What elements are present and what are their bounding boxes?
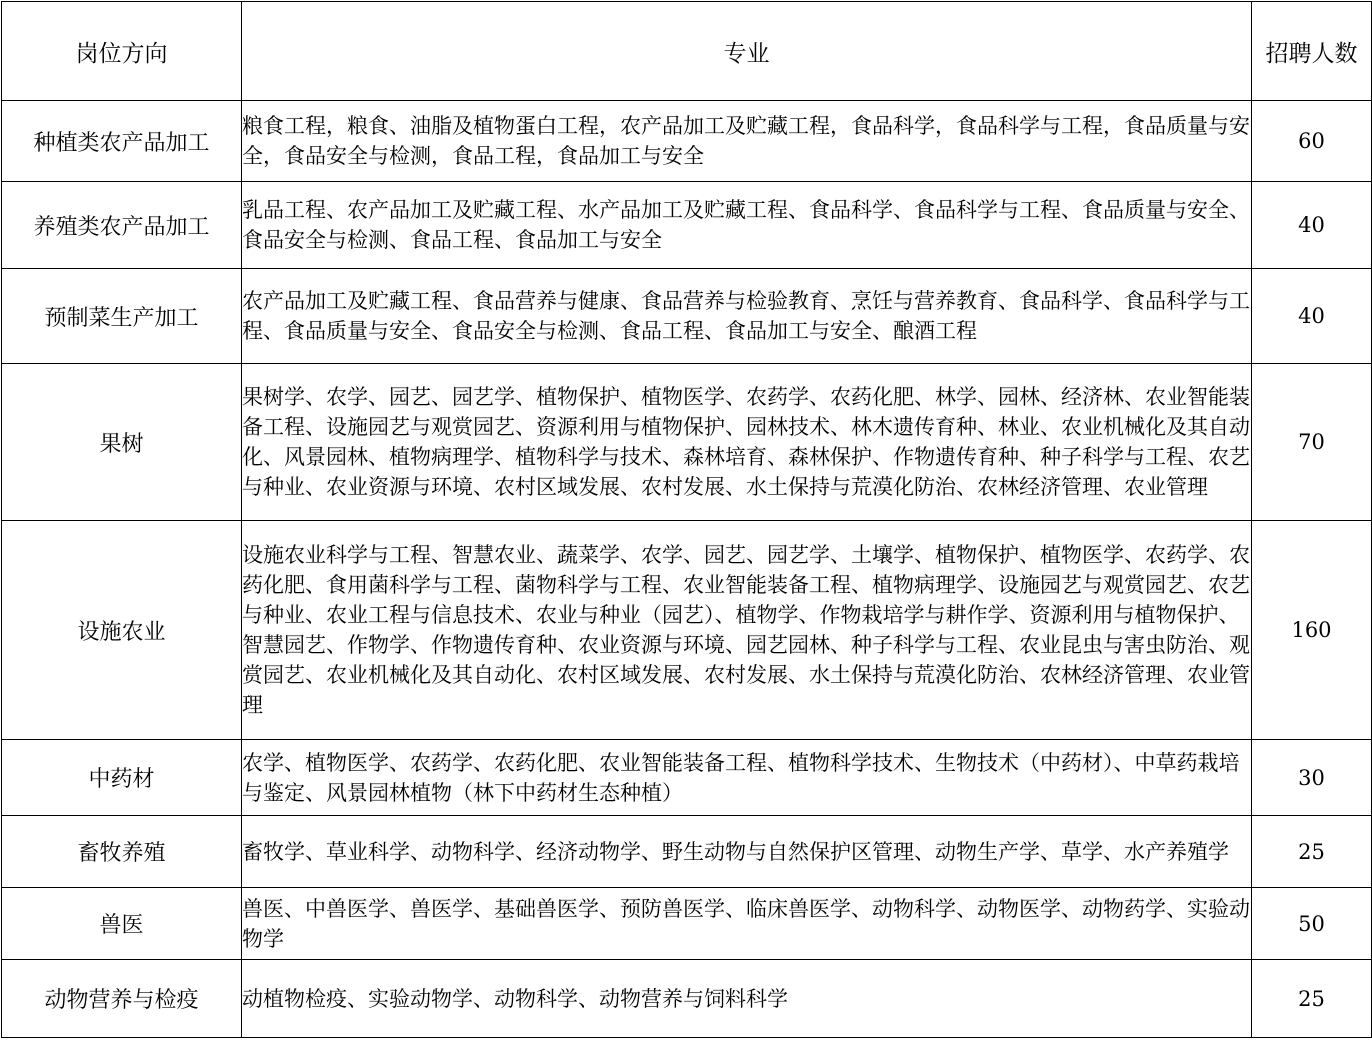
count-cell: 40 bbox=[1252, 182, 1372, 269]
count-cell: 50 bbox=[1252, 888, 1372, 960]
count-cell: 30 bbox=[1252, 740, 1372, 816]
table-row bbox=[2, 364, 1372, 521]
direction-cell: 畜牧养殖 bbox=[2, 816, 242, 888]
major-cell: 畜牧学、草业科学、动物科学、经济动物学、野生动物与自然保护区管理、动物生产学、草学、水产养殖学 bbox=[242, 816, 1252, 888]
direction-cell: 果树 bbox=[2, 364, 242, 521]
count-cell: 70 bbox=[1252, 364, 1372, 521]
major-cell: 农产品加工及贮藏工程、食品营养与健康、食品营养与检验教育、烹饪与营养教育、食品科学、食品科学与工程、食品质量与安全、食品安全与检测、食品工程、食品加工与安全、酿酒工程 bbox=[242, 269, 1252, 364]
header-count: 招聘人数 bbox=[1252, 2, 1372, 101]
table-row bbox=[2, 816, 1372, 888]
header-row bbox=[2, 2, 1372, 101]
major-cell: 兽医、中兽医学、兽医学、基础兽医学、预防兽医学、临床兽医学、动物科学、动物医学、动物药学、实验动物学 bbox=[242, 888, 1252, 960]
count-cell: 160 bbox=[1252, 521, 1372, 740]
major-cell: 动植物检疫、实验动物学、动物科学、动物营养与饲料科学 bbox=[242, 960, 1252, 1038]
header-major: 专业 bbox=[242, 2, 1252, 101]
direction-cell: 中药材 bbox=[2, 740, 242, 816]
table-row bbox=[2, 888, 1372, 960]
direction-cell: 预制菜生产加工 bbox=[2, 269, 242, 364]
direction-cell: 设施农业 bbox=[2, 521, 242, 740]
table-row bbox=[2, 960, 1372, 1038]
major-cell: 果树学、农学、园艺、园艺学、植物保护、植物医学、农药学、农药化肥、林学、园林、经济林、农业智能装备工程、设施园艺与观赏园艺、资源利用与植物保护、园林技术、林木遗传育种、林业、农业机械化及其自动化、风景园林、植物病理学、植物科学与技术、森林培育、森林保护、作物遗传育种、种子科学与工程、农艺与种业、农业资源与环境、农村区域发展、农村发展、水土保持与荒漠化防治、农林经济管理、农业管理 bbox=[242, 364, 1252, 521]
direction-cell: 动物营养与检疫 bbox=[2, 960, 242, 1038]
table-row bbox=[2, 182, 1372, 269]
major-cell: 粮食工程，粮食、油脂及植物蛋白工程，农产品加工及贮藏工程，食品科学，食品科学与工程，食品质量与安全，食品安全与检测，食品工程，食品加工与安全 bbox=[242, 101, 1252, 182]
table-row bbox=[2, 521, 1372, 740]
count-cell: 60 bbox=[1252, 101, 1372, 182]
table-row bbox=[2, 740, 1372, 816]
table-row bbox=[2, 269, 1372, 364]
direction-cell: 兽医 bbox=[2, 888, 242, 960]
major-cell: 农学、植物医学、农药学、农药化肥、农业智能装备工程、植物科学技术、生物技术（中药材）、中草药栽培与鉴定、风景园林植物（林下中药材生态种植） bbox=[242, 740, 1252, 816]
direction-cell: 养殖类农产品加工 bbox=[2, 182, 242, 269]
count-cell: 40 bbox=[1252, 269, 1372, 364]
count-cell: 25 bbox=[1252, 960, 1372, 1038]
table-row bbox=[2, 101, 1372, 182]
direction-cell: 种植类农产品加工 bbox=[2, 101, 242, 182]
major-cell: 设施农业科学与工程、智慧农业、蔬菜学、农学、园艺、园艺学、土壤学、植物保护、植物医学、农药学、农药化肥、食用菌科学与工程、菌物科学与工程、农业智能装备工程、植物病理学、设施园艺与观赏园艺、农艺与种业、农业工程与信息技术、农业与种业（园艺）、植物学、作物栽培学与耕作学、资源利用与植物保护、智慧园艺、作物学、作物遗传育种、农业资源与环境、园艺园林、种子科学与工程、农业昆虫与害虫防治、观赏园艺、农业机械化及其自动化、农村区域发展、农村发展、水土保持与荒漠化防治、农林经济管理、农业管理 bbox=[242, 521, 1252, 740]
major-cell: 乳品工程、农产品加工及贮藏工程、水产品加工及贮藏工程、食品科学、食品科学与工程、食品质量与安全、食品安全与检测、食品工程、食品加工与安全 bbox=[242, 182, 1252, 269]
header-direction: 岗位方向 bbox=[2, 2, 242, 101]
recruitment-table bbox=[1, 1, 1372, 1038]
count-cell: 25 bbox=[1252, 816, 1372, 888]
